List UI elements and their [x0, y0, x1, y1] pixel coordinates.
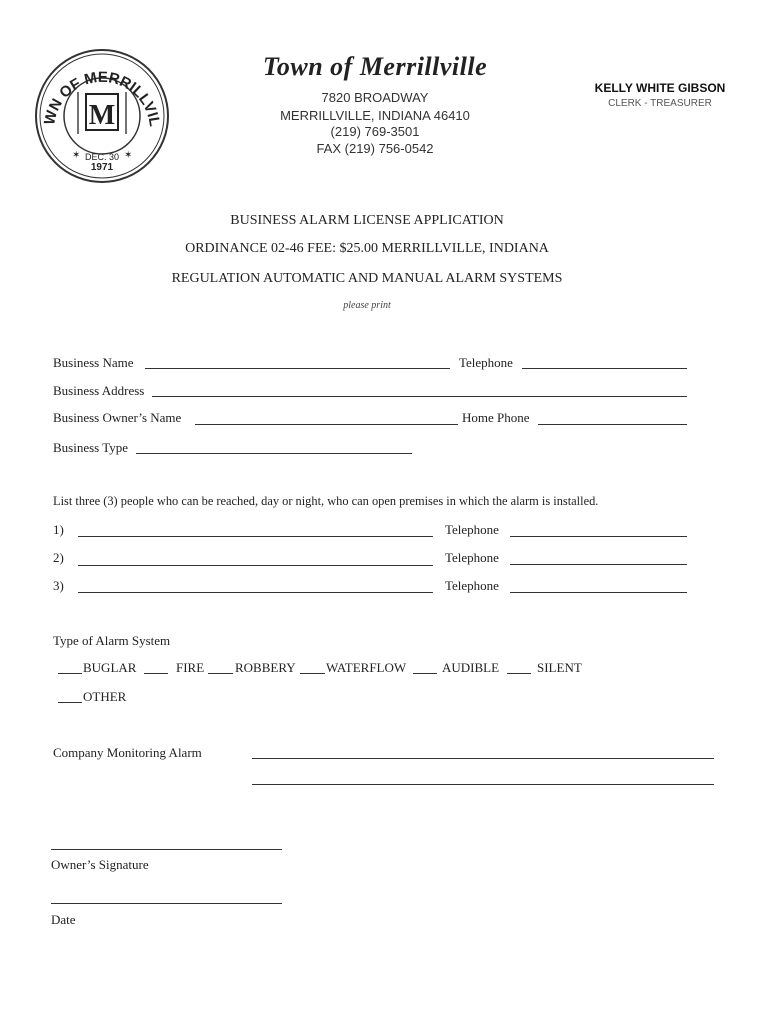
alarm-type-heading: Type of Alarm System: [53, 633, 171, 648]
address-line-1: 7820 BROADWAY: [321, 90, 429, 105]
town-title: Town of Merrillville: [262, 52, 488, 81]
business-name-label: Business Name: [53, 355, 134, 370]
contact-name-field-2[interactable]: [78, 565, 433, 566]
contact-number-1: 1): [53, 522, 64, 537]
home-phone-label: Home Phone: [462, 410, 530, 425]
other-checkbox[interactable]: [58, 702, 82, 703]
svg-text:1971: 1971: [90, 162, 114, 173]
silent-label: SILENT: [537, 660, 582, 675]
svg-text:M: M: [88, 100, 116, 131]
business-address-label: Business Address: [53, 383, 145, 398]
business-name-field[interactable]: [145, 368, 450, 369]
waterflow-checkbox[interactable]: [300, 673, 325, 674]
address-line-2: MERRILLVILLE, INDIANA 46410: [280, 108, 470, 123]
contact-name-field-3[interactable]: [78, 592, 433, 593]
telephone-field[interactable]: [522, 368, 687, 369]
contact-telephone-field-3[interactable]: [510, 592, 687, 593]
buglar-label: BUGLAR: [83, 660, 137, 675]
contact-number-3: 3): [53, 578, 64, 593]
silent-checkbox[interactable]: [507, 673, 531, 674]
town-seal: [34, 48, 170, 184]
other-label: OTHER: [83, 689, 127, 704]
contact-telephone-label-2: Telephone: [445, 550, 499, 565]
svg-text:TOWN OF MERRILLVILLE: WN OF MERRILLVIL: [41, 68, 163, 128]
owner-name-field[interactable]: [195, 424, 458, 425]
telephone-label: Telephone: [459, 355, 513, 370]
regulation-line: REGULATION AUTOMATIC AND MANUAL ALARM SYSTEMS: [171, 271, 563, 286]
business-type-label: Business Type: [53, 440, 129, 455]
fax-number: FAX (219) 756-0542: [316, 141, 434, 156]
buglar-checkbox[interactable]: [58, 673, 82, 674]
clerk-name: KELLY WHITE GIBSON: [594, 81, 726, 95]
seal-graphic: [34, 48, 170, 184]
contact-telephone-label-1: Telephone: [445, 522, 499, 537]
fire-label: FIRE: [176, 660, 205, 675]
waterflow-label: WATERFLOW: [326, 660, 407, 675]
form-title: BUSINESS ALARM LICENSE APPLICATION: [230, 213, 504, 228]
monitoring-company-label: Company Monitoring Alarm: [53, 745, 202, 760]
contacts-instruction: List three (3) people who can be reached, day or night, who can open premises in which the alarm is installed.: [53, 494, 599, 508]
business-type-field[interactable]: [136, 453, 412, 454]
business-address-field[interactable]: [152, 396, 687, 397]
date-label: Date: [51, 912, 76, 927]
ordinance-line: ORDINANCE 02-46 FEE: $25.00 MERRILLVILLE, INDIANA: [185, 241, 549, 256]
clerk-title: CLERK - TREASURER: [608, 98, 712, 109]
owner-name-label: Business Owner’s Name: [53, 410, 182, 425]
contact-number-2: 2): [53, 550, 64, 565]
contact-name-field-1[interactable]: [78, 536, 433, 537]
svg-text:DEC. 30: DEC. 30: [84, 152, 120, 162]
svg-text:✶: ✶: [72, 150, 81, 161]
contact-telephone-field-2[interactable]: [510, 564, 687, 565]
audible-label: AUDIBLE: [442, 660, 500, 675]
fire-checkbox[interactable]: [144, 673, 168, 674]
monitoring-company-field-2[interactable]: [252, 784, 714, 785]
contact-telephone-field-1[interactable]: [510, 536, 687, 537]
please-print-note: please print: [343, 300, 391, 311]
contact-telephone-label-3: Telephone: [445, 578, 499, 593]
home-phone-field[interactable]: [538, 424, 687, 425]
monitoring-company-field-1[interactable]: [252, 758, 714, 759]
owner-signature-field[interactable]: [51, 849, 282, 850]
svg-text:✶: ✶: [124, 150, 133, 161]
robbery-label: ROBBERY: [235, 660, 296, 675]
phone-number: (219) 769-3501: [330, 124, 420, 139]
robbery-checkbox[interactable]: [208, 673, 233, 674]
audible-checkbox[interactable]: [413, 673, 437, 674]
date-field[interactable]: [51, 903, 282, 904]
owner-signature-label: Owner’s Signature: [51, 857, 149, 872]
